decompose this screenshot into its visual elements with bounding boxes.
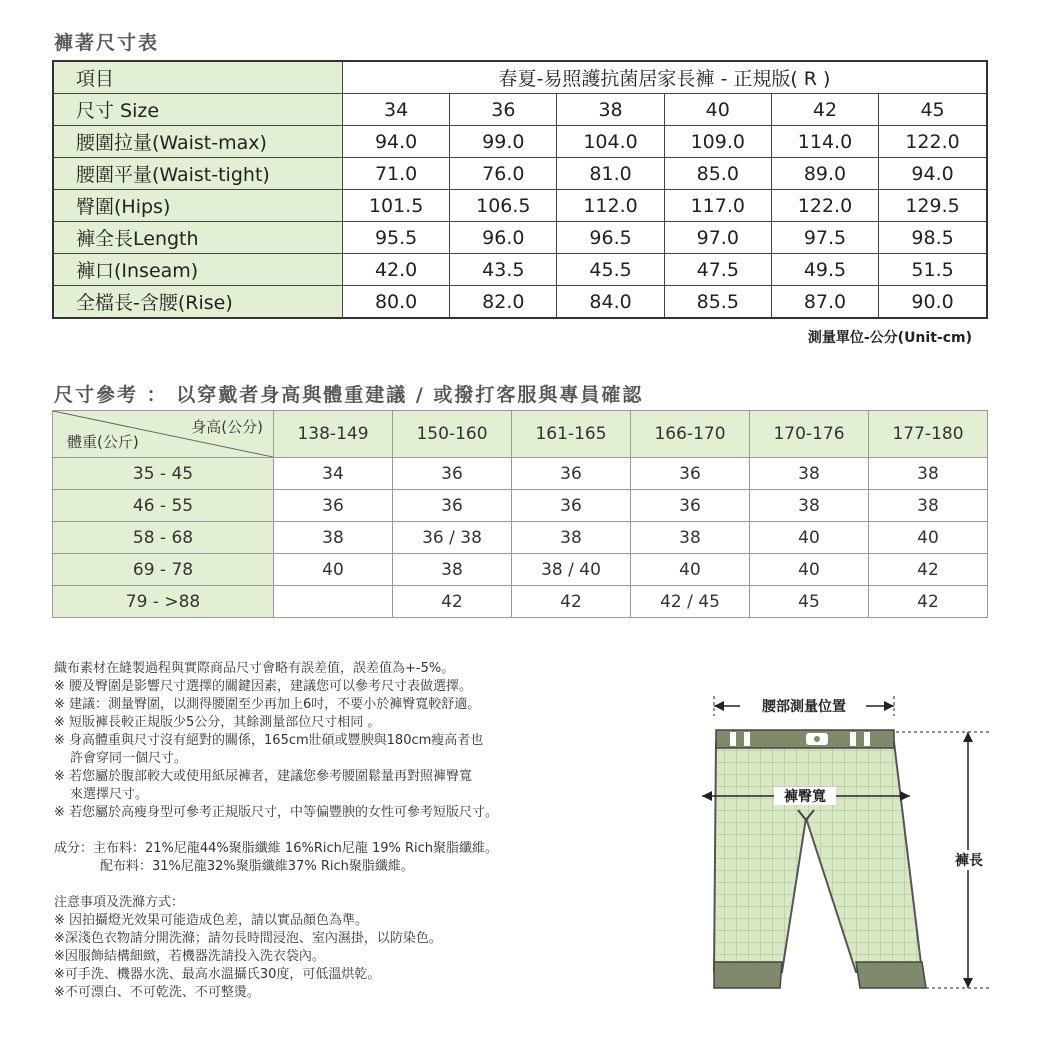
weight-cell: 46 - 55 <box>53 490 274 522</box>
care-line: ※深淺色衣物請分開洗滌；請勿長時間浸泡、室內濕掛，以防染色。 <box>54 931 442 946</box>
length-label: 褲長 <box>955 853 983 869</box>
size-cell: 42 <box>771 94 878 126</box>
size-reference-table <box>52 410 988 618</box>
height-cell: 170-176 <box>750 411 869 458</box>
measure-cell: 87.0 <box>771 286 878 319</box>
weight-cell: 35 - 45 <box>53 458 274 490</box>
table-row <box>53 411 988 458</box>
table-row <box>53 458 988 490</box>
measure-cell: 47.5 <box>664 254 771 286</box>
size-cell: 45 <box>879 94 987 126</box>
hip-label: 褲臀寬 <box>784 789 826 805</box>
measure-cell: 80.0 <box>343 286 450 319</box>
measure-cell: 99.0 <box>450 126 557 158</box>
recommend-cell: 36 <box>393 490 512 522</box>
note-line: 來選擇尺寸。 <box>70 787 149 802</box>
row-label: 腰圍平量(Waist-tight) <box>53 158 343 190</box>
recommend-cell: 42 <box>393 586 512 618</box>
measure-cell: 109.0 <box>664 126 771 158</box>
note-line: ※ 建議：測量臀圍，以測得腰圍至少再加上6吋，不要小於褲臀寬較舒適。 <box>54 697 481 712</box>
measure-cell: 122.0 <box>879 126 987 158</box>
notes-section <box>54 660 654 1002</box>
recommend-cell: 38 <box>869 458 988 490</box>
size-cell: 40 <box>664 94 771 126</box>
measure-cell: 84.0 <box>557 286 664 319</box>
table-row <box>53 554 988 586</box>
measure-cell: 106.5 <box>450 190 557 222</box>
height-cell: 161-165 <box>512 411 631 458</box>
measure-cell: 96.0 <box>450 222 557 254</box>
size-label: 尺寸 Size <box>53 94 343 126</box>
measure-cell: 76.0 <box>450 158 557 190</box>
care-line: ※因服飾結構細緻，若機器洗請投入洗衣袋內。 <box>54 949 325 964</box>
note-line: ※ 若您屬於腹部較大或使用紙尿褲者，建議您參考腰圍鬆量再對照褲臀寬 <box>54 769 473 784</box>
measure-cell: 85.0 <box>664 158 771 190</box>
recommend-cell: 38 <box>631 522 750 554</box>
note-line: ※ 短版褲長較正規版少5公分，其餘測量部位尺寸相同 。 <box>54 715 381 730</box>
measure-cell: 51.5 <box>879 254 987 286</box>
unit-note: 測量單位-公分(Unit-cm) <box>807 330 972 346</box>
measure-cell: 114.0 <box>771 126 878 158</box>
right-cuff <box>856 962 926 988</box>
measure-cell: 112.0 <box>557 190 664 222</box>
recommend-cell: 42 <box>512 586 631 618</box>
recommend-cell: 36 <box>274 490 393 522</box>
recommend-cell: 36 / 38 <box>393 522 512 554</box>
table-row <box>53 94 987 126</box>
height-label: 身高(公分) <box>191 418 263 436</box>
recommend-cell: 36 <box>512 458 631 490</box>
weight-cell: 79 - >88 <box>53 586 274 618</box>
table-row <box>53 522 988 554</box>
care-line: ※不可漂白、不可乾洗、不可整燙。 <box>54 985 260 1000</box>
ref-table-title: 尺寸參考 ： 以穿戴者身高與體重建議 / 或撥打客服與專員確認 <box>54 384 644 406</box>
height-cell: 150-160 <box>393 411 512 458</box>
corner-cell <box>53 411 274 458</box>
size-table <box>52 60 988 319</box>
recommend-cell: 42 / 45 <box>631 586 750 618</box>
care-line: ※ 因拍攝燈光效果可能造成色差，請以實品顏色為準。 <box>54 913 369 928</box>
row-label: 臀圍(Hips) <box>53 190 343 222</box>
recommend-cell <box>274 586 393 618</box>
recommend-cell: 38 <box>750 458 869 490</box>
height-cell: 166-170 <box>631 411 750 458</box>
table-row <box>53 61 987 94</box>
recommend-cell: 34 <box>274 458 393 490</box>
recommend-cell: 36 <box>631 490 750 522</box>
table-row <box>53 490 988 522</box>
pants-body <box>714 742 922 972</box>
measure-cell: 97.5 <box>771 222 878 254</box>
row-label: 腰圍拉量(Waist-max) <box>53 126 343 158</box>
recommend-cell: 38 <box>512 522 631 554</box>
measure-cell: 85.5 <box>664 286 771 319</box>
table-row <box>53 286 987 319</box>
recommend-cell: 36 <box>393 458 512 490</box>
row-label: 褲全長Length <box>53 222 343 254</box>
measure-cell: 122.0 <box>771 190 878 222</box>
recommend-cell: 40 <box>750 522 869 554</box>
size-cell: 38 <box>557 94 664 126</box>
table-row <box>53 586 988 618</box>
measure-cell: 49.5 <box>771 254 878 286</box>
weight-cell: 69 - 78 <box>53 554 274 586</box>
measure-cell: 81.0 <box>557 158 664 190</box>
measure-cell: 97.0 <box>664 222 771 254</box>
measure-cell: 82.0 <box>450 286 557 319</box>
recommend-cell: 36 <box>631 458 750 490</box>
measure-cell: 104.0 <box>557 126 664 158</box>
header-label: 項目 <box>53 61 343 94</box>
height-cell: 138-149 <box>274 411 393 458</box>
recommend-cell: 45 <box>750 586 869 618</box>
recommend-cell: 42 <box>869 586 988 618</box>
recommend-cell: 36 <box>512 490 631 522</box>
measure-cell: 71.0 <box>343 158 450 190</box>
measure-cell: 95.5 <box>343 222 450 254</box>
table-row <box>53 190 987 222</box>
note-line: ※ 若您屬於高瘦身型可參考正規版尺寸，中等偏豐腴的女性可參考短版尺寸。 <box>54 805 499 820</box>
table-row <box>53 254 987 286</box>
note-line: ※ 腰及臀圍是影響尺寸選擇的關鍵因素，建議您可以參考尺寸表做選擇。 <box>54 679 473 694</box>
note-line: 許會穿同一個尺寸。 <box>70 751 188 766</box>
measure-cell: 129.5 <box>879 190 987 222</box>
measure-cell: 94.0 <box>879 158 987 190</box>
pants-measurement-diagram <box>700 690 1000 1000</box>
care-line: ※可手洗、機器水洗、最高水溫攝氏30度，可低溫烘乾。 <box>54 967 381 982</box>
table-row <box>53 222 987 254</box>
recommend-cell: 38 <box>869 490 988 522</box>
height-cell: 177-180 <box>869 411 988 458</box>
weight-cell: 58 - 68 <box>53 522 274 554</box>
measure-cell: 96.5 <box>557 222 664 254</box>
recommend-cell: 38 <box>393 554 512 586</box>
care-title: 注意事項及洗滌方式： <box>54 895 185 910</box>
composition-main: 成分：主布料：21%尼龍44%聚脂纖維 16%Rich尼龍 19% Rich聚脂纖維。 <box>54 841 499 856</box>
left-cuff <box>714 962 782 988</box>
table-row <box>53 126 987 158</box>
table-row <box>53 158 987 190</box>
measure-cell: 117.0 <box>664 190 771 222</box>
composition-secondary: 配布料：31%尼龍32%聚脂纖維37% Rich聚脂纖維。 <box>100 859 414 874</box>
recommend-cell: 38 / 40 <box>512 554 631 586</box>
measure-cell: 43.5 <box>450 254 557 286</box>
measure-cell: 89.0 <box>771 158 878 190</box>
measure-cell: 42.0 <box>343 254 450 286</box>
recommend-cell: 40 <box>750 554 869 586</box>
weight-label: 體重(公斤) <box>67 433 139 451</box>
product-name: 春夏-易照護抗菌居家長褲 - 正規版( R ) <box>343 61 988 94</box>
waist-label: 腰部測量位置 <box>762 699 846 715</box>
recommend-cell: 42 <box>869 554 988 586</box>
note-line: ※ 身高體重與尺寸沒有絕對的關係，165cm壯碩或豐腴與180cm瘦高者也 <box>54 733 484 748</box>
recommend-cell: 38 <box>274 522 393 554</box>
size-cell: 36 <box>450 94 557 126</box>
size-table-title: 褲著尺寸表 <box>54 32 160 54</box>
measure-cell: 45.5 <box>557 254 664 286</box>
recommend-cell: 38 <box>750 490 869 522</box>
size-cell: 34 <box>343 94 450 126</box>
row-label: 全檔長-含腰(Rise) <box>53 286 343 319</box>
recommend-cell: 40 <box>631 554 750 586</box>
measure-cell: 101.5 <box>343 190 450 222</box>
measure-cell: 98.5 <box>879 222 987 254</box>
measure-cell: 94.0 <box>343 126 450 158</box>
row-label: 褲口(Inseam) <box>53 254 343 286</box>
measure-cell: 90.0 <box>879 286 987 319</box>
recommend-cell: 40 <box>274 554 393 586</box>
note-line: 織布素材在縫製過程與實際商品尺寸會略有誤差值，誤差值為+-5%。 <box>54 661 455 676</box>
recommend-cell: 40 <box>869 522 988 554</box>
